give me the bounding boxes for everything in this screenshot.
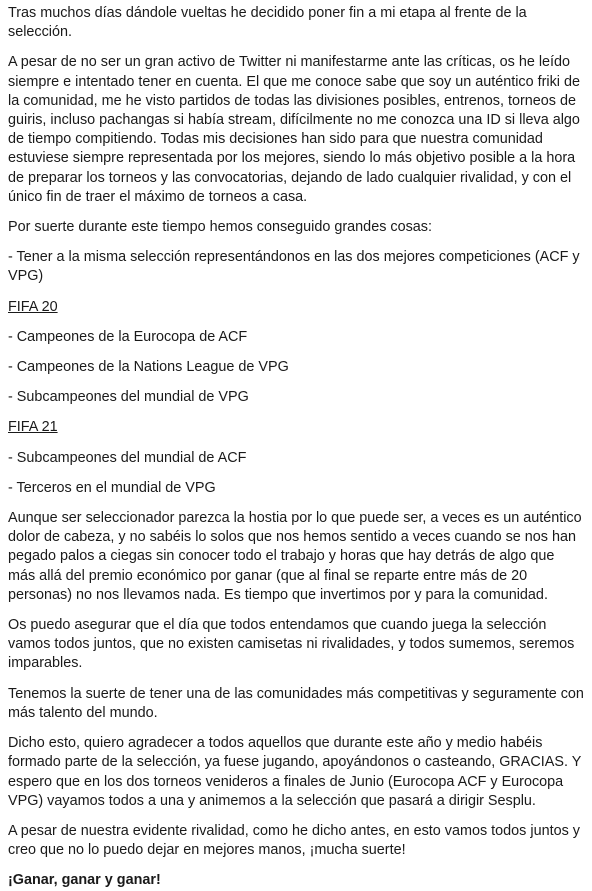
opening-paragraph: Tras muchos días dándole vueltas he decidido poner fin a mi etapa al frente de la selección. bbox=[8, 5, 527, 41]
fifa21-heading: FIFA 21 bbox=[8, 419, 58, 436]
fifa20-item: - Campeones de la Eurocopa de ACF bbox=[8, 328, 248, 345]
fifa20-heading: FIFA 20 bbox=[8, 298, 58, 315]
fifa20-item: - Campeones de la Nations League de VPG bbox=[8, 359, 289, 376]
paragraph-unity: Os puedo asegurar que el día que todos entendamos que cuando juega la selección vamos todos juntos, que no existen camisetas ni rivalidades, y todos sumemos, seremos imparables. bbox=[8, 617, 575, 672]
achievements-intro: Por suerte durante este tiempo hemos conseguido grandes cosas: bbox=[8, 219, 432, 236]
paragraph-good-luck: A pesar de nuestra evidente rivalidad, como he dicho antes, en esto vamos todos juntos y creo que no lo puedo dejar en mejores manos, ¡mucha suerte! bbox=[8, 822, 580, 859]
closing-line: ¡Ganar, ganar y ganar! bbox=[8, 872, 161, 889]
fifa21-item: - Terceros en el mundial de VPG bbox=[8, 479, 216, 496]
paragraph-twitter-community: A pesar de no ser un gran activo de Twitter ni manifestarme ante las críticas, os he leído siempre e intentado tener en cuenta. El que me conoce sabe que soy un auténtico friki de la comunidad, me he visto partidos de todas las divisiones posibles, entrenos, torneos de guiris, incluso pachangas si había stream, difícilmente no me conozca una ID si lleva algo de tiempo compitiendo. Todas mis decisiones han sido para que nuestra comunidad estuviese siempre representada por los mejores, siendo lo más objetivo posible a la hora de preparar los torneos y las convocatorias, dejando de lado cualquier rivalidad, y con el único fin de traer el máximo de torneos a casa. bbox=[8, 54, 580, 205]
achievement-general: - Tener a la misma selección representándonos en las dos mejores competiciones (ACF y VPG) bbox=[8, 249, 580, 285]
fifa21-item: - Subcampeones del mundial de ACF bbox=[8, 449, 247, 466]
paragraph-coach-headache: Aunque ser seleccionador parezca la hostia por lo que puede ser, a veces es un auténtico dolor de cabeza, y no sabéis lo solos que nos hemos sentido a veces cuando se nos han pegado palos a ciegas sin conocer todo el trabajo y horas que hay detrás de algo que más allá del premio económico por ganar (que al final se reparte entre más de 20 personas) no nos llevamos nada. Es tiempo que invertimos por y para la comunidad. bbox=[8, 510, 582, 603]
fifa20-item: - Subcampeones del mundial de VPG bbox=[8, 389, 249, 406]
paragraph-thanks: Dicho esto, quiero agradecer a todos aquellos que durante este año y medio habéis formado parte de la selección, ya fuese jugando, apoyándonos o casteando, GRACIAS. Y espero que en los dos torneos venideros a finales de Junio (Eurocopa ACF y Eurocopa VPG) vayamos todos a una y animemos a la selección que pasará a dirigir Sesplu. bbox=[8, 735, 582, 809]
paragraph-talent: Tenemos la suerte de tener una de las comunidades más competitivas y seguramente con más talento del mundo. bbox=[8, 685, 584, 721]
